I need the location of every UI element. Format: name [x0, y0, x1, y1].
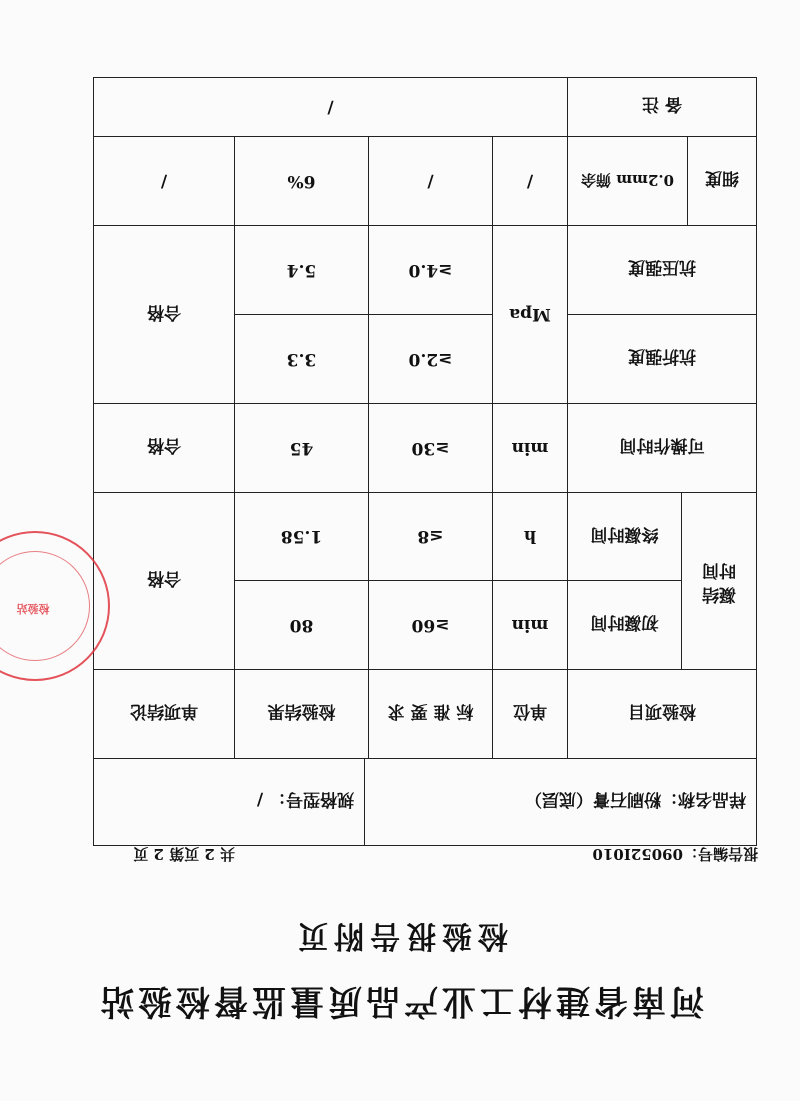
report-number: 报告编号：09052I010 — [592, 845, 758, 863]
spec-model-text: 规格型号： / — [256, 789, 354, 810]
flexural-strength-standard: ≥2.0 — [368, 314, 493, 404]
seal-text: 检验站 — [16, 602, 50, 615]
compressive-strength-result: 5.4 — [234, 225, 369, 315]
compressive-strength-item: 抗压强度 — [567, 225, 757, 315]
initial-setting-unit: min — [492, 580, 568, 670]
final-setting-standard: ≤8 — [368, 492, 493, 581]
initial-setting-result: 80 — [234, 580, 369, 670]
header-result: 检验结果 — [234, 669, 369, 759]
header-item: 检验项目 — [567, 669, 757, 759]
final-setting-unit: h — [492, 492, 568, 581]
sample-name-cell — [364, 758, 757, 846]
setting-time-label: 凝结时间 — [702, 560, 736, 604]
strength-conclusion: 合格 — [93, 225, 235, 404]
flexural-strength-item: 抗折强度 — [567, 314, 757, 404]
workable-time-unit: min — [492, 403, 568, 493]
final-setting-result: 1.58 — [234, 492, 369, 581]
final-setting-item: 终凝时间 — [567, 492, 682, 581]
fineness-unit: / — [492, 136, 568, 226]
fineness-sieve: 0.2mm 筛余 — [567, 136, 688, 226]
initial-setting-item: 初凝时间 — [567, 580, 682, 670]
workable-time-standard: ≥30 — [368, 403, 493, 493]
sample-name-text: 样品名称：粉刷石膏（底层） — [525, 789, 746, 810]
fineness-result: 6% — [234, 136, 369, 226]
strength-unit: Mpa — [492, 225, 568, 404]
attachment-title: 检验报告附页 — [292, 918, 508, 953]
station-title: 河南省建材工业产品质量监督检验站 — [96, 981, 704, 1021]
header-standard: 标 准 要 求 — [368, 669, 493, 759]
page-count: 共 2 页第 2 页 — [133, 845, 235, 863]
compressive-strength-standard: ≥4.0 — [368, 225, 493, 315]
workable-time-result: 45 — [234, 403, 369, 493]
initial-setting-standard: ≥60 — [368, 580, 493, 670]
header-conclusion: 单项结论 — [93, 669, 235, 759]
setting-conclusion: 合格 — [93, 492, 235, 670]
flexural-strength-result: 3.3 — [234, 314, 369, 404]
remarks-label: 备 注 — [567, 77, 757, 137]
remarks-value: / — [93, 77, 568, 137]
setting-time-group — [681, 492, 757, 670]
fineness-item: 细度 — [687, 136, 757, 226]
spec-model-cell — [93, 758, 365, 846]
fineness-standard: / — [368, 136, 493, 226]
fineness-conclusion: / — [93, 136, 235, 226]
workable-time-conclusion: 合格 — [93, 403, 235, 493]
workable-time-item: 可操作时间 — [567, 403, 757, 493]
header-unit: 单位 — [492, 669, 568, 759]
